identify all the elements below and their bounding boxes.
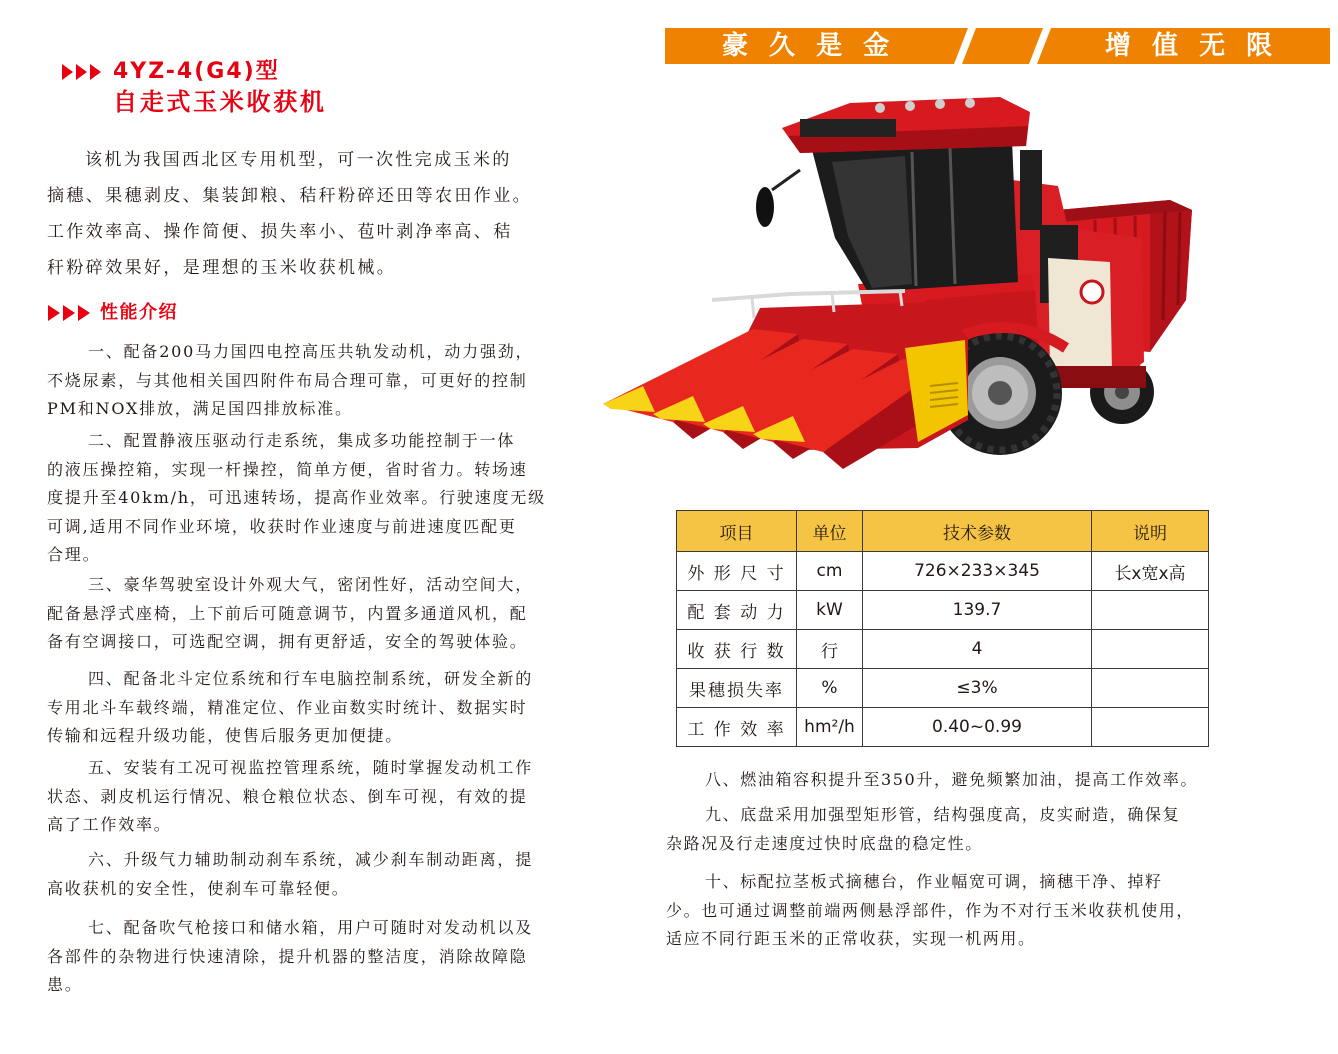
cell-value: 4 [863, 630, 1092, 669]
text-line: 二、配置静液压驱动行走系统，集成多功能控制于一体 [88, 431, 516, 450]
feature-paragraph-1 [47, 338, 542, 424]
product-model-title: 4YZ-4(G4)型 [113, 59, 280, 84]
cell-value: ≤3% [863, 669, 1092, 708]
feature-paragraph-2 [47, 427, 546, 570]
cell-unit: cm [797, 552, 863, 591]
text-line: 的液压操控箱，实现一杆操控，简单方便，省时省力。转场速 [47, 459, 528, 479]
slogan-banner [665, 28, 1330, 64]
cell-value: 0.40~0.99 [863, 708, 1092, 747]
product-name-title: 自走式玉米收获机 [113, 88, 327, 116]
table-row [677, 708, 1209, 747]
text-line: 配备悬浮式座椅，上下前后可随意调节，内置多通道风机，配 [47, 603, 528, 623]
cell-item: 配 套 动 力 [677, 591, 797, 630]
text-line: 适应不同行距玉米的正常收获，实现一机两用。 [666, 929, 1036, 949]
text-line: 杂路况及行走速度过快时底盘的稳定性。 [666, 833, 983, 853]
feature-paragraph-7 [47, 914, 542, 1000]
banner-slogan-right: 增 值 无 限 [1105, 31, 1279, 61]
corn-header [603, 291, 968, 469]
feature-paragraph-3 [47, 571, 542, 657]
cell-unit: hm²/h [797, 708, 863, 747]
cell-item: 果穗损失率 [677, 669, 797, 708]
text-line: 合理。 [47, 545, 101, 565]
table-row [677, 630, 1209, 669]
table-row [677, 591, 1209, 630]
triple-arrow-icon [62, 64, 102, 80]
text-line: 高了工作效率。 [47, 815, 172, 835]
feature-paragraph-8 [666, 766, 1201, 795]
text-line: PM和NOX排放，满足国四排放标准。 [47, 399, 353, 419]
text-line: 不烧尿素，与其他相关国四附件布局合理可靠，可更好的控制 [47, 370, 528, 390]
cell-note [1092, 630, 1209, 669]
intro-paragraph [47, 142, 542, 286]
cell-unit: % [797, 669, 863, 708]
cell-note [1092, 669, 1209, 708]
banner-slogan-left: 豪 久 是 金 [722, 31, 896, 61]
text-line: 备有空调接口，可选配空调，拥有更舒适，安全的驾驶体验。 [47, 632, 528, 652]
text-line: 一、配备200马力国四电控高压共轨发动机，动力强劲， [88, 342, 534, 361]
text-line: 高收获机的安全性，使刹车可靠轻便。 [47, 878, 350, 898]
text-line: 该机为我国西北区专用机型，可一次性完成玉米的 [85, 150, 512, 170]
table-row [677, 669, 1209, 708]
text-line: 九、底盘采用加强型矩形管，结构强度高，皮实耐造，确保复 [705, 805, 1181, 824]
text-line: 工作效率高、操作简便、损失率小、苞叶剥净率高、秸 [47, 222, 513, 242]
text-line: 专用北斗车载终端，精准定位、作业亩数实时统计、数据实时 [47, 697, 528, 717]
text-line: 十、标配拉茎板式摘穗台，作业幅宽可调，摘穗干净、掉籽 [705, 872, 1163, 891]
cell-value: 726×233×345 [863, 552, 1092, 591]
feature-paragraph-10 [666, 868, 1201, 954]
text-line: 状态、剥皮机运行情况、粮仓粮位状态、倒车可视，有效的提 [47, 786, 528, 806]
cell-note: 长x宽x高 [1092, 552, 1209, 591]
feature-paragraph-5 [47, 754, 542, 840]
text-line: 七、配备吹气枪接口和储水箱，用户可随时对发动机以及 [88, 918, 534, 937]
text-line: 摘穗、果穗剥皮、集装卸粮、秸秆粉碎还田等农田作业。 [47, 186, 532, 206]
section-title-performance: 性能介绍 [100, 302, 178, 323]
cell-note [1092, 591, 1209, 630]
cell-item: 外 形 尺 寸 [677, 552, 797, 591]
text-line: 度提升至40km/h，可迅速转场，提高作业效率。行驶速度无级 [47, 488, 546, 508]
text-line: 可调,适用不同作业环境，收获时作业速度与前进速度匹配更 [47, 516, 517, 536]
feature-paragraph-9 [666, 801, 1201, 858]
text-line: 传输和远程升级功能，使售后服务更加便捷。 [47, 726, 404, 746]
table-header-row [677, 511, 1209, 552]
col-header-unit: 单位 [797, 511, 863, 552]
text-line: 秆粉碎效果好，是理想的玉米收获机械。 [47, 258, 397, 278]
text-line: 患。 [47, 975, 83, 995]
text-line: 五、安装有工况可视监控管理系统，随时掌握发动机工作 [88, 758, 534, 777]
cell-note [1092, 708, 1209, 747]
spec-table [676, 510, 1209, 747]
text-line: 八、燃油箱容积提升至350升，避免频繁加油，提高工作效率。 [705, 770, 1198, 789]
cell-item: 收 获 行 数 [677, 630, 797, 669]
text-line: 三、豪华驾驶室设计外观大气，密闭性好，活动空间大， [88, 575, 534, 594]
cell-unit: kW [797, 591, 863, 630]
feature-paragraph-6 [47, 846, 542, 903]
cell-value: 139.7 [863, 591, 1092, 630]
col-header-value: 技术参数 [863, 511, 1092, 552]
text-line: 四、配备北斗定位系统和行车电脑控制系统，研发全新的 [88, 669, 534, 688]
text-line: 各部件的杂物进行快速清除，提升机器的整洁度，消除故障隐 [47, 946, 528, 966]
cell-unit: 行 [797, 630, 863, 669]
harvester-image [598, 85, 1198, 475]
feature-paragraph-4 [47, 665, 542, 751]
triple-arrow-icon [48, 305, 92, 321]
cell-item: 工 作 效 率 [677, 708, 797, 747]
col-header-item: 项目 [677, 511, 797, 552]
col-header-note: 说明 [1092, 511, 1209, 552]
text-line: 六、升级气力辅助制动刹车系统，减少刹车制动距离，提 [88, 850, 534, 869]
text-line: 少。也可通过调整前端两侧悬浮部件，作为不对行玉米收获机使用， [666, 900, 1195, 920]
table-row [677, 552, 1209, 591]
